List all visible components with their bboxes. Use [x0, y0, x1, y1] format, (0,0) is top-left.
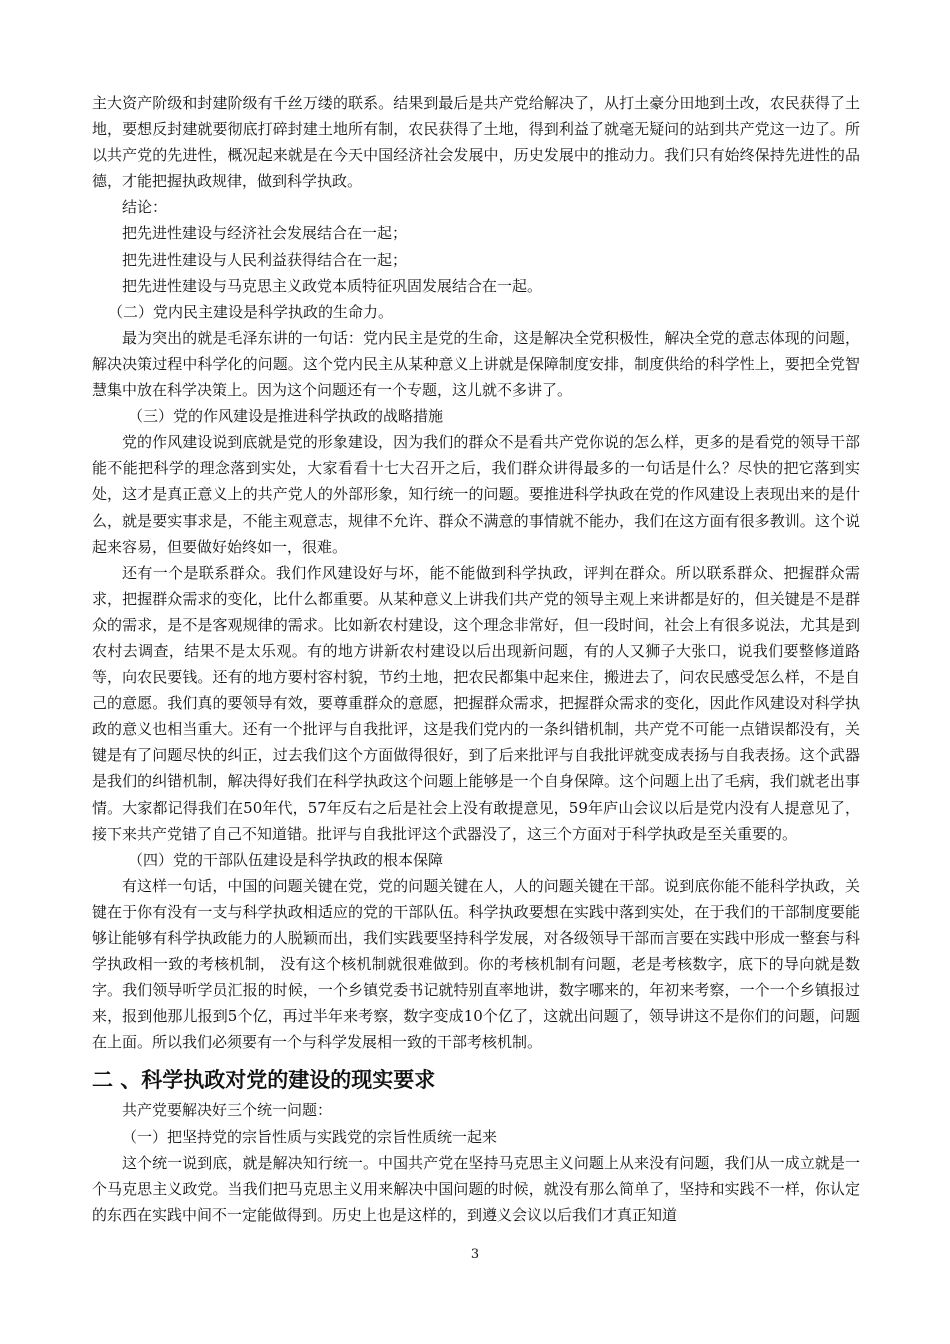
subsection-heading: （三）党的作风建设是推进科学执政的战略措施	[128, 407, 444, 426]
body-paragraph: 还有一个是联系群众。我们作风建设好与坏，能不能做到科学执政，评判在群众。所以联系群众、把握群众需求，把握群众需求的变化，比什么都重要。从某种意义上讲我们共产党的领导主观上来讲都是好的，但关键是不是群众的需求，是不是客观规律的需求。比如新农村建设，这个理念非常好，但一段时间，社会上有很多说法，尤其是到农村去调查，结果不是太乐观。有的地方讲新农村建设以后出现新问题，有的人又狮子大张口，说我们要整修道路等，向农民要钱。还有的地方要村容村貌，节约土地，把农民都集中起来住，搬进去了，问农民感受怎么样，不是自己的意愿。我们真的要领导有效，要尊重群众的意愿，把握群众需求，把握群众需求的变化，因此作风建设对科学执政的意义也相当重大。还有一个批评与自我批评，这是我们党内的一条纠错机制，共产党不可能一点错误都没有，关键是有了问题尽快的纠正，过去我们这个方面做得很好，到了后来批评与自我批评就变成表扬与自我表扬。这个武器是我们的纠错机制，解决得好我们在科学执政这个问题上能够是一个自身保障。这个问题上出了毛病，我们就老出事情。大家都记得我们在50年代，57年反右之后是社会上没有敢提意见，59年庐山会议以后是党内没有人提意见了，接下来共产党错了自己不知道错。批评与自我批评这个武器没了，这三个方面对于科学执政是至关重要的。	[92, 563, 860, 843]
subsection-heading: （二）党内民主建设是科学执政的生命力。	[108, 302, 394, 321]
body-paragraph: 共产党要解决好三个统一问题：	[122, 1101, 333, 1120]
conclusion-label: 结论：	[122, 198, 168, 217]
section-heading: 二 、科学执政对党的建设的现实要求	[92, 1068, 436, 1093]
document-body	[92, 90, 860, 1228]
conclusion-item: 把先进性建设与马克思主义政党本质特征巩固发展结合在一起。	[122, 276, 543, 295]
body-paragraph: 有这样一句话，中国的问题关键在党，党的问题关键在人，人的问题关键在干部。说到底你能不能科学执政，关键在于你有没有一支与科学执政相适应的党的干部队伍。科学执政要想在实践中落到实处，在于我们的干部制度要能够让能够有科学执政能力的人脱颖而出，我们实践要坚持科学发展，对各级领导干部而言要在实践中形成一整套与科学执政相一致的考核机制， 没有这个核机制就很难做到。你的考核机制有问题，老是考核数字，底下的导向就是数字。我们领导听学员汇报的时候，一个乡镇党委书记就特别直率地讲，数字哪来的，年初来考察，一个一个乡镇报过来，报到他那儿报到5个亿，再过半年来考察，数字变成10个亿了，这就出问题了，领导讲这不是你们的问题，问题在上面。所以我们必须要有一个与科学发展相一致的干部考核机制。	[92, 876, 860, 1052]
body-paragraph: 党的作风建设说到底就是党的形象建设，因为我们的群众不是看共产党你说的怎么样，更多的是看党的领导干部能不能把科学的理念落到实处，大家看看十七大召开之后，我们群众讲得最多的一句话是什么？尽快的把它落到实处，这才是真正意义上的共产党人的外部形象，知行统一的问题。要推进科学执政在党的作风建设上表现出来的是什么，就是要实事求是，不能主观意志，规律不允许、群众不满意的事情就不能办，我们在这方面有很多教训。这个说起来容易，但要做好始终如一，很难。	[92, 433, 860, 556]
subsection-heading: （四）党的干部队伍建设是科学执政的根本保障	[128, 850, 444, 869]
conclusion-item: 把先进性建设与人民利益获得结合在一起；	[122, 250, 408, 269]
page-number: 3	[470, 1247, 480, 1262]
subsection-heading: （一）把坚持党的宗旨性质与实践党的宗旨性质统一起来	[122, 1127, 498, 1146]
body-paragraph: 最为突出的就是毛泽东讲的一句话：党内民主是党的生命，这是解决全党积极性，解决全党的意志体现的问题，解决决策过程中科学化的问题。这个党内民主从某种意义上讲就是保障制度安排，制度供给的科学性上，要把全党智慧集中放在科学决策上。因为这个问题还有一个专题，这儿就不多讲了。	[92, 328, 860, 400]
body-paragraph: 这个统一说到底，就是解决知行统一。中国共产党在坚持马克思主义问题上从来没有问题，我们从一成立就是一个马克思主义政党。当我们把马克思主义用来解决中国问题的时候，就没有那么简单了，坚持和实践不一样，你认定的东西在实践中间不一定能做得到。历史上也是这样的，到遵义会议以后我们才真正知道	[92, 1153, 860, 1224]
conclusion-item: 把先进性建设与经济社会发展结合在一起；	[122, 224, 408, 243]
body-paragraph: 主大资产阶级和封建阶级有千丝万缕的联系。结果到最后是共产党给解决了，从打土豪分田地到土改，农民获得了土地，要想反封建就要彻底打碎封建土地所有制，农民获得了土地，得到利益了就毫无疑问的站到共产党这一边了。所以共产党的先进性，概况起来就是在今天中国经济社会发展中，历史发展中的推动力。我们只有始终保持先进性的品德，才能把握执政规律，做到科学执政。	[92, 94, 860, 191]
